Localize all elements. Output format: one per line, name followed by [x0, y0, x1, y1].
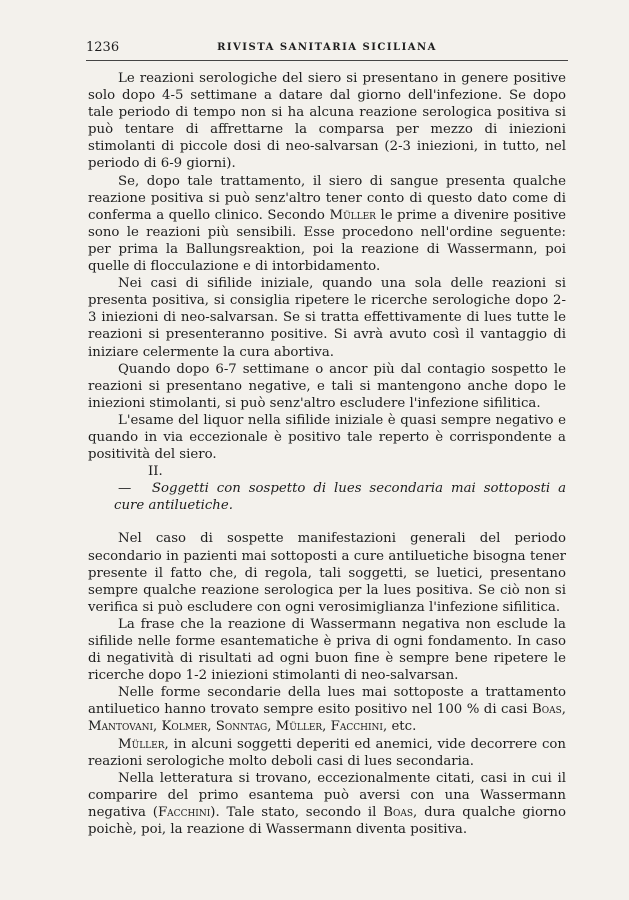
section-title: Soggetti con sospetto di lues secondaria mai sottoposti a cure antiluetiche.: [114, 481, 567, 514]
paragraph: Le reazioni serologiche del siero si presentano in genere positive solo dopo 4-5 settimane a datare dal giorno dell'infezione. Se dopo tale periodo di tempo non si ha alcuna reazione serologica positiva si può tentare di affrettarne la comparsa per mezzo di iniezioni stimolanti di piccole dosi di neo-salvarsan (2-3 iniezioni, in tutto, nel periodo di 6-9 giorni).: [88, 71, 566, 172]
paragraph: Nel caso di sospette manifestazioni generali del periodo secondario in pazienti mai sottoposti a cure antiluetiche bisogna tener presente il fatto che, di regola, tali soggetti, se luetici, presentano sempre qualche reazione serologica per la lues positiva. Se ciò non si verifica si può escludere con ogni verosimiglianza l'infezione sifilitica.: [88, 531, 566, 615]
paragraph: [88, 173, 566, 276]
author-name: Müller: [329, 207, 376, 223]
paragraph-text: ). Tale stato, secondo il: [210, 804, 377, 820]
author-names: Boas, Mantovani, Kolmer, Sonntag, Müller, Facchini,: [88, 702, 566, 735]
paragraph: L'esame del liquor nella sifilide iniziale è quasi sempre negativo e quando in via eccezionale è positivo tale reperto è corrispondente a positività del siero.: [88, 412, 566, 463]
page-header: [86, 38, 568, 61]
author-name: Müller,: [118, 736, 169, 752]
paragraph-text: Nelle forme secondarie della lues mai sottoposte a trattamento antiluetico hanno trovato sempre esito positivo nel 100 % di casi: [88, 685, 566, 718]
paragraph-text: dura qualche giorno poichè, poi, la reazione di Wassermann diventa positiva.: [88, 804, 566, 838]
paragraph-text: in alcuni soggetti deperiti ed anemici, vide decorrere con reazioni serologiche molto deboli casi di lues secondaria.: [88, 736, 566, 769]
author-name: Boas,: [383, 804, 418, 820]
running-title: RIVISTA SANITARIA SICILIANA: [217, 42, 437, 53]
section-number: II. —: [118, 464, 163, 497]
author-name: Facchini: [157, 804, 211, 820]
paragraph: [88, 684, 566, 735]
section-heading: [88, 463, 566, 514]
body-text: [88, 70, 566, 838]
paragraph-text: Nella letteratura si trovano, eccezionalmente citati, casi in cui il comparire del primo esantema può aversi con una Wassermann negativa (: [88, 770, 566, 820]
paragraph: [88, 736, 566, 770]
page-number: 1236: [86, 40, 120, 55]
paragraph-text: le prime a divenire positive sono le reazioni più sensibili. Esse procedono nell'ordine seguente: per prima la Ballungsreaktion, poi la reazione di Wassermann, poi quelle di flocculazione e di intorbidamento.: [88, 207, 566, 275]
paragraph-text: Se, dopo tale trattamento, il siero di sangue presenta qualche reazione positiva si può senz'altro tener conto di questo dato come di conferma a quello clinico. Secondo: [88, 173, 566, 223]
paragraph: [88, 770, 566, 838]
paragraph: Nei casi di sifilide iniziale, quando una sola delle reazioni si presenta positiva, si consiglia ripetere le ricerche serologiche dopo 2-3 iniezioni di neo-salvarsan. Se si tratta effettivamente di lues tutte le reazioni si presenteranno positive. Si avrà avuto così il vantaggio di iniziare celermente la cura abortiva.: [88, 276, 566, 360]
section-body: [88, 530, 566, 838]
paragraph-text: etc.: [391, 719, 417, 735]
paragraph: La frase che la reazione di Wassermann negativa non esclude la sifilide nelle forme esantematiche è priva di ogni fondamento. In caso di negatività di risultati ad ogni buon fine è sempre bene ripetere le ricerche dopo 1-2 iniezioni stimolanti di neo-salvarsan.: [88, 616, 566, 684]
paragraph: Quando dopo 6-7 settimane o ancor più dal contagio sospetto le reazioni si presentano negative, e tali si mantengono anche dopo le iniezioni stimolanti, si può senz'altro escludere l'infezione sifilitica.: [88, 361, 566, 411]
